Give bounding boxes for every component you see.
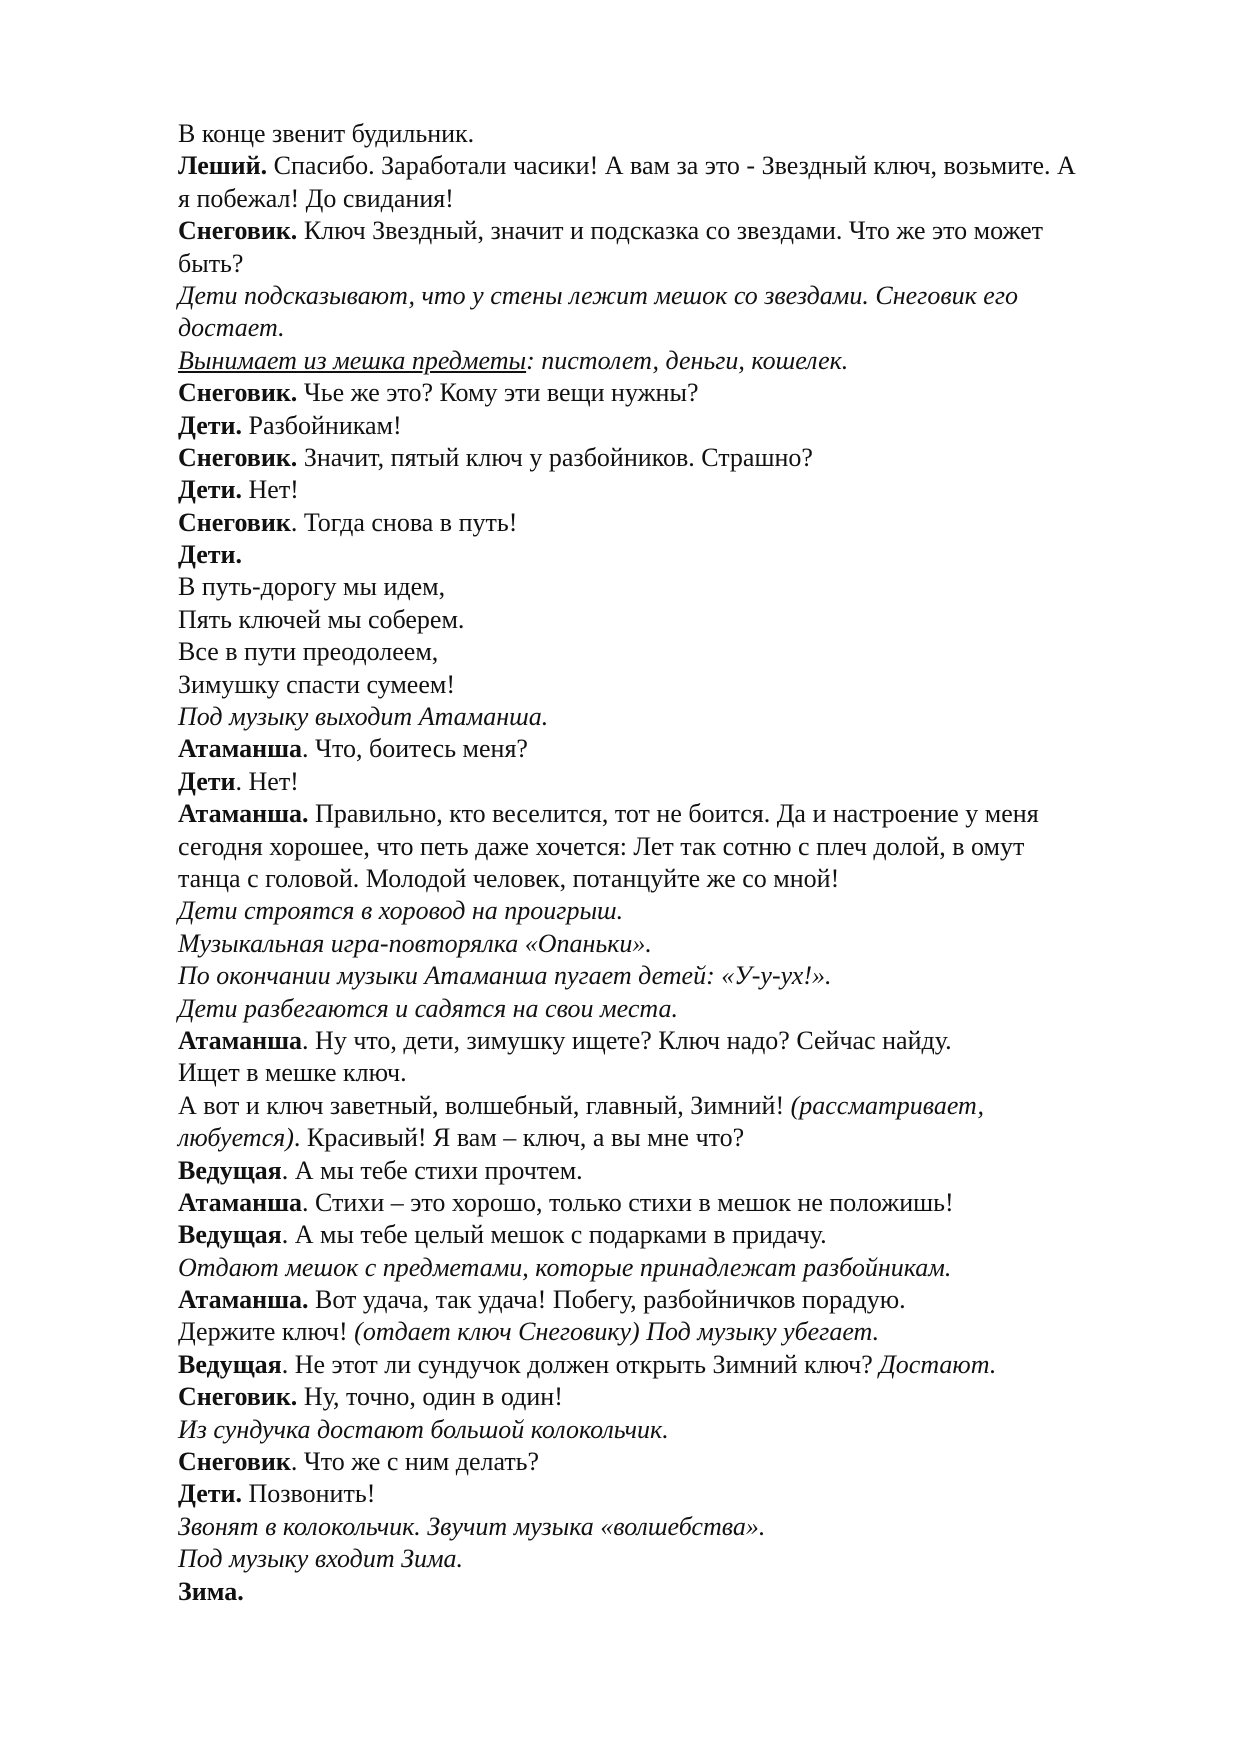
text-segment: быть? — [178, 248, 244, 278]
speaker-name: Ведущая — [178, 1349, 282, 1379]
text-line — [178, 669, 1168, 701]
speaker-name: Атаманша — [178, 1025, 303, 1055]
text-line — [178, 1155, 1168, 1187]
text-line — [178, 474, 1168, 506]
text-line — [178, 1478, 1168, 1510]
stage-direction: Под музыку входит Зима. — [178, 1544, 464, 1574]
text-line — [178, 312, 1168, 344]
stage-direction: (отдает ключ Снеговику) Под музыку убегает. — [354, 1317, 880, 1347]
stage-direction: Вынимает из мешка предметы — [178, 345, 527, 375]
speaker-name: Атаманша — [178, 1187, 303, 1217]
speaker-name: Леший. — [178, 151, 268, 181]
text-line — [178, 410, 1168, 442]
stage-direction: (рассматривает, — [790, 1090, 984, 1120]
text-line — [178, 928, 1168, 960]
text-segment: . Не этот ли сундучок должен открыть Зимний ключ? — [281, 1349, 880, 1379]
text-line — [178, 1543, 1168, 1575]
stage-direction: По окончании музыки Атаманша пугает детей: «У-у-ух!». — [178, 961, 832, 991]
speaker-name: Снеговик — [178, 507, 291, 537]
speaker-name: Снеговик. — [178, 216, 298, 246]
text-segment: Вот удача, так удача! Побегу, разбойничков порадую. — [308, 1285, 906, 1315]
stage-direction: Дети строятся в хоровод на проигрыш. — [178, 896, 624, 926]
speaker-name: Атаманша — [178, 734, 303, 764]
text-segment: Ключ Звездный, значит и подсказка со звездами. Что же это может — [297, 216, 1043, 246]
text-line — [178, 1414, 1168, 1446]
text-line — [178, 960, 1168, 992]
text-segment: сегодня хорошее, что петь даже хочется: Лет так сотню с плеч долой, в омут — [178, 831, 1025, 861]
text-segment: . Что же с ним делать? — [290, 1447, 540, 1477]
text-line — [178, 1349, 1168, 1381]
text-line — [178, 1252, 1168, 1284]
text-line — [178, 118, 1168, 150]
text-line — [178, 1090, 1168, 1122]
speaker-name: Атаманша. — [178, 799, 309, 829]
stage-direction: Из сундучка достают большой колокольчик. — [178, 1414, 669, 1444]
text-line — [178, 280, 1168, 312]
stage-direction: любуется) — [178, 1123, 294, 1153]
text-line — [178, 1511, 1168, 1543]
text-segment: В путь-дорогу мы идем, — [178, 572, 446, 602]
text-segment: Разбойникам! — [242, 410, 402, 440]
stage-direction: достает. — [178, 313, 285, 343]
text-line — [178, 798, 1168, 830]
text-segment: Позвонить! — [242, 1479, 376, 1509]
text-line — [178, 604, 1168, 636]
text-line — [178, 1025, 1168, 1057]
text-line — [178, 1316, 1168, 1348]
speaker-name: Снеговик. — [178, 442, 298, 472]
text-segment: . А мы тебе целый мешок с подарками в придачу. — [281, 1220, 827, 1250]
text-line — [178, 1446, 1168, 1478]
text-line — [178, 1219, 1168, 1251]
stage-direction: Музыкальная игра-повторялка «Опаньки». — [178, 928, 652, 958]
text-line — [178, 733, 1168, 765]
text-segment: Значит, пятый ключ у разбойников. Страшно? — [297, 442, 813, 472]
speaker-name: Дети. — [178, 1479, 242, 1509]
speaker-name: Зима. — [178, 1576, 244, 1606]
text-line — [178, 345, 1168, 377]
text-line — [178, 150, 1168, 182]
stage-direction: Под музыку выходит Атаманша. — [178, 702, 549, 732]
speaker-name: Ведущая — [178, 1155, 282, 1185]
text-line — [178, 636, 1168, 668]
speaker-name: Дети. — [178, 475, 242, 505]
text-segment: Ищет в мешке ключ. — [178, 1058, 407, 1088]
text-line — [178, 248, 1168, 280]
text-line — [178, 1284, 1168, 1316]
speaker-name: Снеговик. — [178, 1382, 298, 1412]
text-line — [178, 863, 1168, 895]
text-segment: Держите ключ! — [178, 1317, 355, 1347]
stage-direction: Дети разбегаются и садятся на свои места. — [178, 993, 678, 1023]
script-text — [178, 118, 1168, 1608]
speaker-name: Ведущая — [178, 1220, 282, 1250]
text-line — [178, 701, 1168, 733]
text-line — [178, 766, 1168, 798]
text-segment: Чье же это? Кому эти вещи нужны? — [297, 378, 699, 408]
stage-direction: Звонят в колокольчик. Звучит музыка «волшебства». — [178, 1511, 766, 1541]
text-line — [178, 442, 1168, 474]
text-segment: В конце звенит будильник. — [178, 119, 475, 148]
speaker-name: Снеговик — [178, 1447, 291, 1477]
text-segment: Ну, точно, один в один! — [297, 1382, 563, 1412]
text-line — [178, 571, 1168, 603]
speaker-name: Снеговик. — [178, 378, 298, 408]
text-line — [178, 215, 1168, 247]
text-segment: Спасибо. Заработали часики! А вам за это - Звездный ключ, возьмите. А — [267, 151, 1076, 181]
text-line — [178, 183, 1168, 215]
text-segment: . Тогда снова в путь! — [290, 507, 518, 537]
text-segment: . А мы тебе стихи прочтем. — [281, 1155, 583, 1185]
text-segment: . Нет! — [235, 766, 299, 796]
text-line — [178, 507, 1168, 539]
text-segment: . Красивый! Я вам – ключ, а вы мне что? — [293, 1123, 745, 1153]
text-segment: я побежал! До свидания! — [178, 183, 454, 213]
stage-direction: : пистолет, деньги, кошелек. — [526, 345, 849, 375]
text-line — [178, 831, 1168, 863]
text-segment: Зимушку спасти сумеем! — [178, 669, 455, 699]
text-line — [178, 1057, 1168, 1089]
text-line — [178, 895, 1168, 927]
text-line — [178, 1122, 1168, 1154]
text-segment: Нет! — [242, 475, 299, 505]
stage-direction: Отдают мешок с предметами, которые принадлежат разбойникам. — [178, 1252, 952, 1282]
speaker-name: Дети. — [178, 540, 242, 570]
stage-direction: Дети подсказывают, что у стены лежит мешок со звездами. Снеговик его — [178, 280, 1018, 310]
text-segment: . Ну что, дети, зимушку ищете? Ключ надо? Сейчас найду. — [302, 1025, 952, 1055]
text-segment: . Что, боитесь меня? — [302, 734, 528, 764]
text-line — [178, 993, 1168, 1025]
text-segment: Правильно, кто веселится, тот не боится. Да и настроение у меня — [308, 799, 1039, 829]
text-line — [178, 1187, 1168, 1219]
text-segment: Пять ключей мы соберем. — [178, 604, 465, 634]
text-line — [178, 377, 1168, 409]
text-segment: . Стихи – это хорошо, только стихи в мешок не положишь! — [302, 1187, 954, 1217]
speaker-name: Атаманша. — [178, 1285, 309, 1315]
text-line — [178, 1576, 1168, 1608]
text-segment: А вот и ключ заветный, волшебный, главный, Зимний! — [178, 1090, 791, 1120]
speaker-name: Дети. — [178, 410, 242, 440]
stage-direction: Достают. — [879, 1349, 997, 1379]
speaker-name: Дети — [178, 766, 236, 796]
text-line — [178, 539, 1168, 571]
text-line — [178, 1381, 1168, 1413]
text-segment: Все в пути преодолеем, — [178, 637, 439, 667]
text-segment: танца с головой. Молодой человек, потанцуйте же со мной! — [178, 863, 840, 893]
